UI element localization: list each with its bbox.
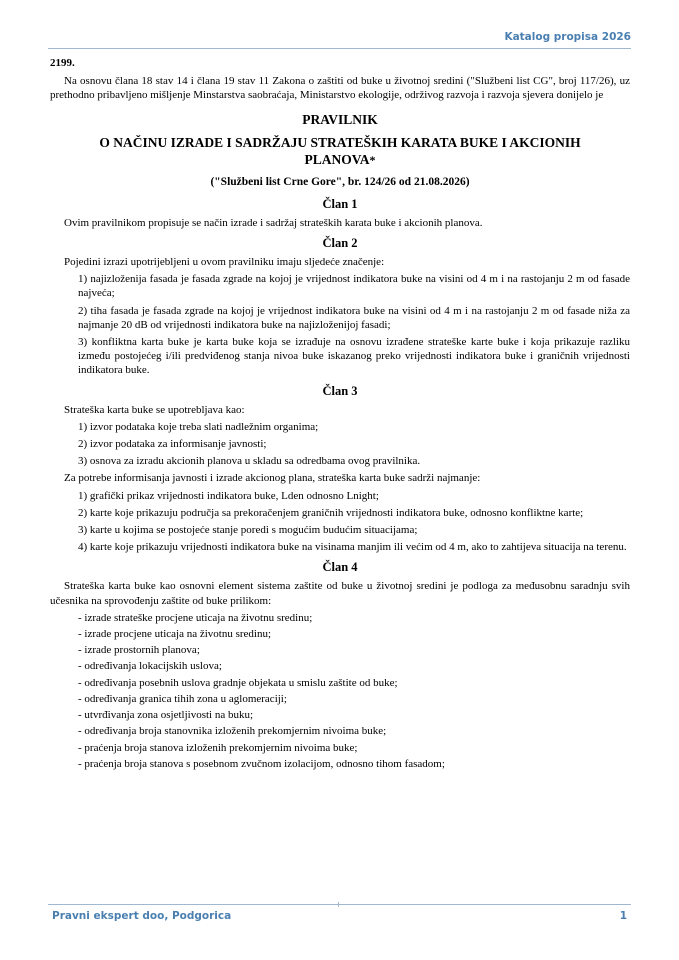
article-3-item: 3) osnova za izradu akcionih planova u skladu sa odredbama ovog pravilnika. xyxy=(78,455,421,468)
footnote-star[interactable]: * xyxy=(369,152,376,167)
article-4-item: - praćenja broja stanova izloženih prekomjernim nivoima buke; xyxy=(78,741,358,754)
article-2-item: 1) najizloženija fasada je fasada zgrade na kojoj je vrijednost indikatora buke na visini od 4 m i na rastojanju 2 m od fasade najveća; xyxy=(78,273,630,300)
article-2-item: 3) konfliktna karta buke je karta buke koja se izrađuje na osnovu izrađene strateške karte buke i koja prikazuje razliku između postojećeg i/ili predviđenog stanja nivoa buke iskazanog preko vrijednosti indikatora buke i graničnih vrijednosti indikatora buke. xyxy=(78,336,630,377)
preamble: Na osnovu člana 18 stav 14 i člana 19 stav 11 Zakona o zaštiti od buke u životnoj sredini ("Službeni list CG", broj 117/26), uz prethodno pribavljeno mišljenje Minstarstva saobraćaja, Ministarstvo ekologije, održivog razvoja i razvoja sjevera donijelo je xyxy=(50,75,630,102)
page-footer xyxy=(48,904,631,927)
article-3-item: 3) karte u kojima se postojeće stanje poredi s mogućim budućim situacijama; xyxy=(78,524,418,537)
article-1-text: Ovim pravilnikom propisuje se način izrade i sadržaj strateških karata buke i akcionih planova. xyxy=(64,216,483,229)
subtitle-text: O NAČINU IZRADE I SADRŽAJU STRATEŠKIH KARATA BUKE I AKCIONIH PLANOVA xyxy=(99,134,581,167)
page-number: 1 xyxy=(619,910,627,922)
article-3-heading: Član 3 xyxy=(322,383,358,398)
article-4-item: - određivanja granica tihih zona u aglomeraciji; xyxy=(78,692,287,705)
article-3-intro-1: Strateška karta buke se upotrebljava kao: xyxy=(64,403,245,416)
article-4-intro: Strateška karta buke kao osnovni element sistema zaštite od buke u životnoj sredini je podloga za međusobnu saradnju svih učesnika na sprovođenju zaštite od buke prilikom: xyxy=(50,580,630,607)
article-4-item: - određivanja lokacijskih uslova; xyxy=(78,660,222,673)
article-4-heading: Član 4 xyxy=(322,560,358,575)
document-subtitle xyxy=(70,134,610,169)
article-2-intro: Pojedini izrazi upotrijebljeni u ovom pravilniku imaju sljedeće značenje: xyxy=(64,256,385,269)
publisher-name: Pravni ekspert doo, Podgorica xyxy=(52,910,232,922)
article-4-item: - izrade prostornih planova; xyxy=(78,644,200,657)
page-header xyxy=(48,28,631,49)
article-3-intro-2: Za potrebe informisanja javnosti i izrade akcionog plana, strateška karta buke sadrži najmanje: xyxy=(64,472,481,485)
article-4-item: - određivanja broja stanovnika izloženih prekomjernim nivoima buke; xyxy=(78,725,387,738)
article-3-item: 2) karte koje prikazuju područja sa prekoračenjem graničnih vrijednosti indikatora buke, odnosno konfliktne karte; xyxy=(78,506,584,519)
catalog-title: Katalog propisa 2026 xyxy=(504,31,631,43)
article-4-item: - izrade strateške procjene uticaja na životnu sredinu; xyxy=(78,611,313,624)
footer-divider-tick xyxy=(338,902,339,907)
article-2-heading: Član 2 xyxy=(322,236,358,251)
document-title: PRAVILNIK xyxy=(302,111,378,127)
regulation-number: 2199. xyxy=(50,57,75,69)
document-body xyxy=(50,56,630,773)
article-4-item: - određivanja posebnih uslova gradnje objekata u smislu zaštite od buke; xyxy=(78,676,398,689)
article-3-item: 2) izvor podataka za informisanje javnosti; xyxy=(78,438,267,451)
article-1-heading: Član 1 xyxy=(322,196,358,211)
article-4-item: - praćenja broja stanova s posebnom zvučnom izolacijom, odnosno tihom fasadom; xyxy=(78,757,445,770)
article-4-item: - utvrđivanja zona osjetljivosti na buku; xyxy=(78,709,254,722)
article-3-item: 4) karte koje prikazuju vrijednosti indikatora buke na visinama manjim ili većim od 4 m, ako to zahtijeva situacija na terenu. xyxy=(78,541,627,554)
article-3-item: 1) izvor podataka koje treba slati nadležnim organima; xyxy=(78,420,319,433)
gazette-reference: ("Službeni list Crne Gore", br. 124/26 od 21.08.2026) xyxy=(210,175,470,188)
article-4-item: - izrade procjene uticaja na životnu sredinu; xyxy=(78,628,272,641)
article-2-item: 2) tiha fasada je fasada zgrade na kojoj je vrijednost indikatora buke na visini od 4 m i na rastojanju 2 m od fasade niža za najmanje 20 dB od vrijednosti indikatora buke na najizloženijoj fasadi; xyxy=(78,304,630,331)
article-3-item: 1) grafički prikaz vrijednosti indikatora buke, Lden odnosno Lnight; xyxy=(78,489,379,502)
